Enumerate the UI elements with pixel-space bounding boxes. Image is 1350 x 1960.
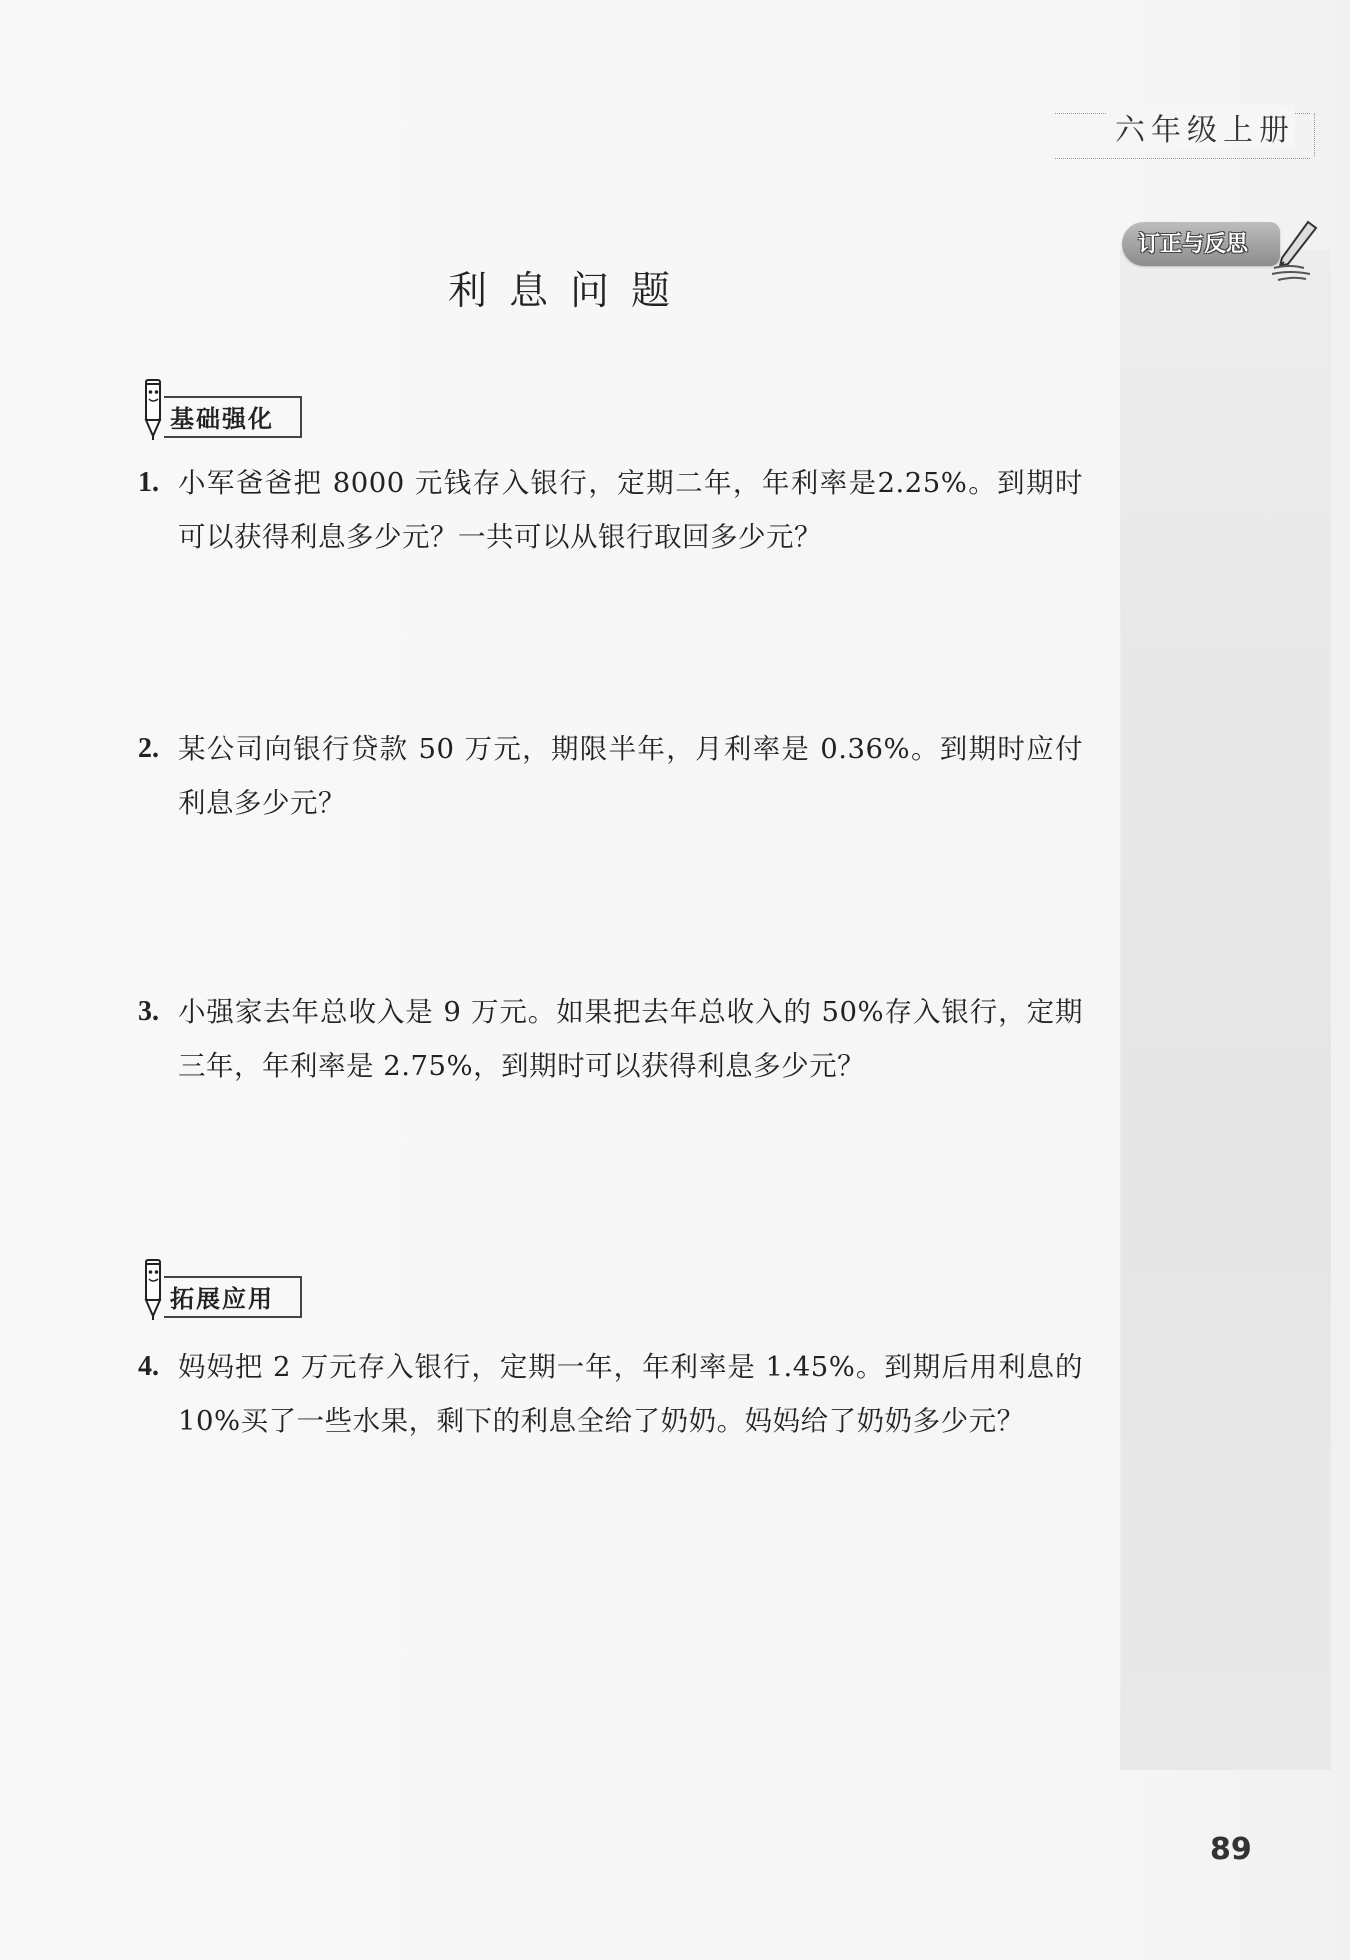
- page-title: 利息问题: [447, 269, 692, 314]
- problem-number: 3.: [138, 996, 159, 1027]
- pen-icon: [1270, 218, 1320, 284]
- problem-2: [138, 722, 1083, 830]
- section-label: 拓展应用: [170, 1285, 274, 1313]
- review-margin-column: [1120, 250, 1331, 1770]
- section-label: 基础强化: [170, 405, 274, 433]
- problem-3: [138, 985, 1083, 1093]
- problem-4: [138, 1340, 1083, 1448]
- problem-1: [138, 456, 1083, 564]
- page-number: 89: [1210, 1832, 1252, 1867]
- section-header-extended: [138, 1256, 318, 1322]
- problem-number: 4.: [138, 1351, 159, 1382]
- problem-text: 小强家去年总收入是 9 万元。如果把去年总收入的 50%存入银行，定期三年，年利率是 2.75%，到期时可以获得利息多少元？: [178, 996, 1083, 1082]
- problem-number: 2.: [138, 733, 159, 764]
- grade-label: 六年级上册: [1107, 105, 1295, 149]
- problem-number: 1.: [138, 467, 159, 498]
- review-label: 订正与反思: [1138, 232, 1249, 257]
- section-header-basic: [138, 376, 318, 442]
- problem-text: 某公司向银行贷款 50 万元，期限半年，月利率是 0.36%。到期时应付利息多少元？: [178, 733, 1083, 819]
- problem-text: 妈妈把 2 万元存入银行，定期一年，年利率是 1.45%。到期后用利息的 10%买了一些水果，剩下的利息全给了奶奶。妈妈给了奶奶多少元？: [178, 1351, 1083, 1437]
- review-badge: [1120, 218, 1320, 284]
- grade-dotted-frame-edge: [1308, 113, 1315, 157]
- grade-header: [1055, 103, 1315, 159]
- problem-text: 小军爸爸把 8000 元钱存入银行，定期二年，年利率是2.25%。到期时可以获得利息多少元？一共可以从银行取回多少元？: [178, 467, 1083, 553]
